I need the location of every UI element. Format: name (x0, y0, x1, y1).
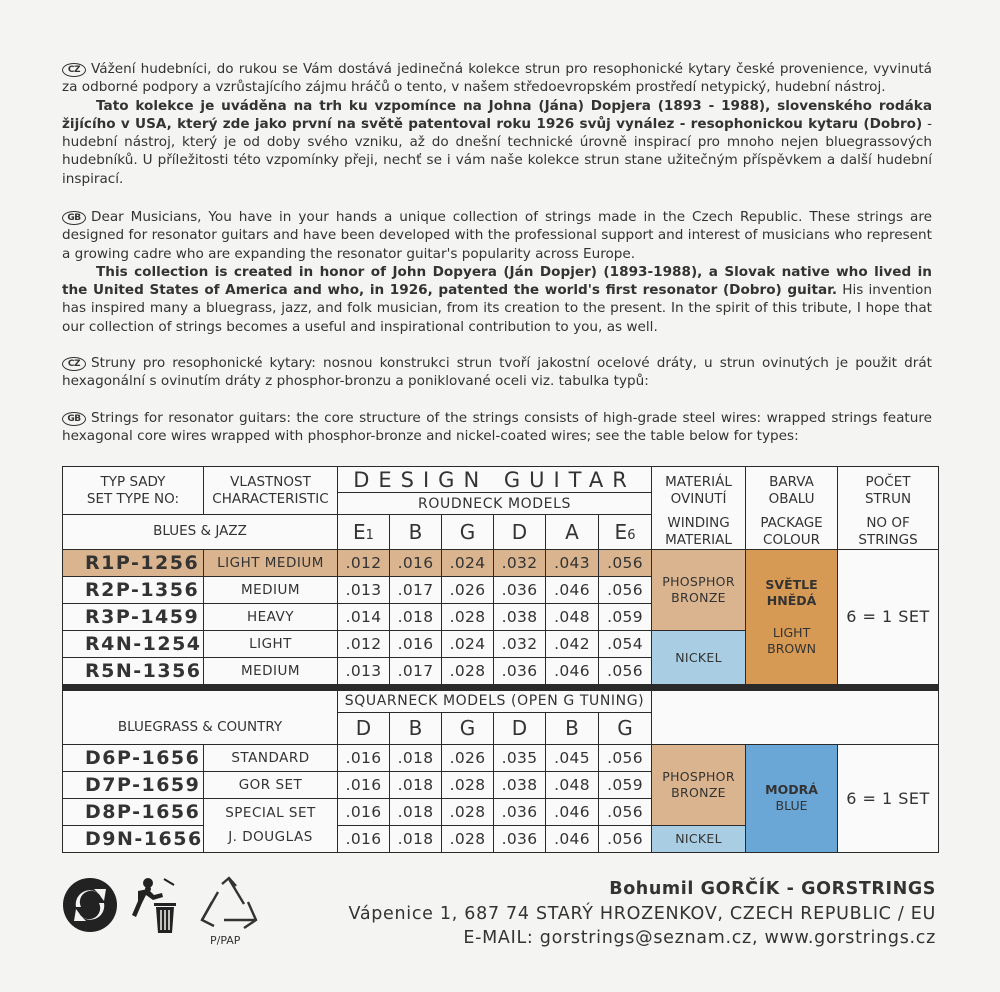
gauge-cell: .059 (599, 603, 652, 630)
cz-intro-p1: CZ Vážení hudebníci, do rukou se Vám dostává jedinečná kolekce strun pro resophonické kytary české provenience, vyvinutá za odborné podpory a vzrůstajícího zájmu hráčů o tento, v našem středoevropském prostředí netypický, hudební nástroj. (62, 61, 932, 96)
set-characteristic: MEDIUM (204, 657, 338, 684)
string-e6-header: E6 (599, 515, 652, 550)
gauge-cell: .024 (442, 630, 494, 657)
set-code: D9N-1656 (63, 825, 204, 852)
gb-intro-p1: GB Dear Musicians, You have in your hands a unique collection of strings made in the Czech Republic. These strings are designed for resonator guitars and have been developed with the professional support and interest of musicians who represent a growing cadre who are expanding the resonator guitar's popularity across Europe. (62, 209, 932, 262)
characteristic-header: VLASTNOST CHARACTERISTIC (204, 467, 338, 515)
trash-bin-icon (130, 877, 180, 935)
gauge-cell: .017 (390, 576, 442, 603)
gauge-cell: .012 (338, 549, 390, 576)
gauge-cell: .018 (390, 771, 442, 798)
set-characteristic: STANDARD (204, 744, 338, 771)
gauge-cell: .013 (338, 576, 390, 603)
gauge-cell: .056 (599, 798, 652, 825)
material-header-en: WINDING MATERIAL (652, 515, 746, 550)
gauge-cell: .018 (390, 744, 442, 771)
gauge-cell: .038 (494, 771, 546, 798)
gauge-cell: .056 (599, 825, 652, 852)
company-contact: E-MAIL: gorstrings@seznam.cz, www.gorstrings.cz (463, 928, 936, 948)
nickel-cell: NICKEL (652, 630, 746, 684)
gauge-cell: .056 (599, 744, 652, 771)
gauge-cell: .016 (390, 549, 442, 576)
gauge-cell: .028 (442, 657, 494, 684)
set-characteristic: LIGHT MEDIUM (204, 549, 338, 576)
count-header-cz: POČET STRUN (838, 467, 939, 515)
gauge-cell: .026 (442, 576, 494, 603)
set-code: D8P-1656 (63, 798, 204, 825)
gauge-cell: .042 (546, 630, 599, 657)
gauge-cell: .028 (442, 825, 494, 852)
gauge-cell: .056 (599, 549, 652, 576)
gb-flag-icon: GB (62, 211, 86, 225)
gauge-cell: .028 (442, 771, 494, 798)
gauge-cell: .028 (442, 603, 494, 630)
gauge-cell: .018 (390, 603, 442, 630)
gauge-cell: .013 (338, 657, 390, 684)
set-code: R3P-1459 (63, 603, 204, 630)
set-code: R2P-1356 (63, 576, 204, 603)
gauge-cell: .056 (599, 576, 652, 603)
package-colour-brown: SVĚTLE HNĚDÁ LIGHT BROWN (746, 549, 838, 684)
gauge-cell: .048 (546, 603, 599, 630)
string-header: D (494, 712, 546, 744)
table-row (63, 744, 939, 771)
cz-intro-p2: Tato kolekce je uváděna na trh ku vzpomínce na Johna (Jána) Dopjera (1893 - 1988), slovenského rodáka žijícího v USA, který zde jako první na světě patentoval roku 1926 svůj vynález - resophonickou kytaru (Dobro) - hudební nástroj, který je od doby svého vzniku, až do dnešní technické úrovně inspirací pro mnoho nejen bluegrassových hudebníků. U příležitosti této vzpomínky přeji, nechť se i vám naše kolekce strun stane užitečným příspěvkem a další hudební inspirací. (62, 97, 932, 187)
design-guitar-title: DESIGN GUITAR (338, 467, 652, 493)
string-sets-table (62, 466, 939, 853)
gauge-cell: .016 (338, 771, 390, 798)
cz-strings-desc: CZ Struny pro resophonické kytary: nosnou konstrukci strun tvoří jakostní ocelové dráty, u strun ovinutých je použit drát hexagonální s ovinutím dráty z phosphor-bronzu a poniklované oceli viz. tabulka typů: (62, 355, 932, 390)
string-e1-header: E1 (338, 515, 390, 550)
string-header: G (442, 515, 494, 550)
table-row (63, 549, 939, 576)
gauge-cell: .045 (546, 744, 599, 771)
gauge-cell: .036 (494, 576, 546, 603)
cz-intro (62, 60, 932, 188)
string-header: D (338, 712, 390, 744)
nickel-cell: NICKEL (652, 825, 746, 852)
set-characteristic: SPECIAL SET J. DOUGLAS (204, 798, 338, 852)
gb-flag-icon: GB (62, 412, 86, 426)
package-colour-blue: MODRÁ BLUE (746, 744, 838, 852)
company-address: Vápenice 1, 687 74 STARÝ HROZENKOV, CZECH REPUBLIC / EU (348, 904, 936, 924)
squareneck-title: SQUARNECK MODELS (OPEN G TUNING) (338, 690, 652, 712)
gauge-cell: .028 (442, 798, 494, 825)
gauge-cell: .012 (338, 630, 390, 657)
gauge-cell: .016 (338, 744, 390, 771)
string-count: 6 = 1 SET (838, 549, 939, 684)
website-link[interactable]: www.gorstrings.cz (764, 928, 936, 948)
string-header: A (546, 515, 599, 550)
gauge-cell: .038 (494, 603, 546, 630)
gauge-cell: .017 (390, 657, 442, 684)
set-code: R5N-1356 (63, 657, 204, 684)
gauge-cell: .056 (599, 657, 652, 684)
gauge-cell: .046 (546, 657, 599, 684)
gauge-cell: .036 (494, 825, 546, 852)
set-code: D6P-1656 (63, 744, 204, 771)
set-characteristic: GOR SET (204, 771, 338, 798)
phosphor-bronze-cell: PHOSPHOR BRONZE (652, 744, 746, 825)
gauge-cell: .054 (599, 630, 652, 657)
blues-jazz-label: BLUES & JAZZ (63, 515, 338, 550)
material-header-cz: MATERIÁL OVINUTÍ (652, 467, 746, 515)
gauge-cell: .032 (494, 549, 546, 576)
gb-strings-desc: GB Strings for resonator guitars: the core structure of the strings consists of high-grade steel wires: wrapped strings feature hexagonal core wires wrapped with phosphor-bronze and nickel-coated wires; see the table below for types: (62, 410, 932, 445)
string-header: B (546, 712, 599, 744)
string-header: G (599, 712, 652, 744)
gauge-cell: .036 (494, 798, 546, 825)
gauge-cell: .046 (546, 576, 599, 603)
gauge-cell: .048 (546, 771, 599, 798)
string-header: B (390, 712, 442, 744)
count-header-en: NO OF STRINGS (838, 515, 939, 550)
gauge-cell: .059 (599, 771, 652, 798)
colour-header-en: PACKAGE COLOUR (746, 515, 838, 550)
colour-header-cz: BARVA OBALU (746, 467, 838, 515)
recycle-label: P/PAP (210, 934, 241, 947)
string-header: D (494, 515, 546, 550)
set-code: R4N-1254 (63, 630, 204, 657)
cz-flag-icon: CZ (62, 63, 86, 77)
roundneck-title: ROUDNECK MODELS (338, 493, 652, 515)
gauge-cell: .016 (338, 798, 390, 825)
gauge-cell: .016 (338, 825, 390, 852)
gauge-cell: .014 (338, 603, 390, 630)
footer-contact (349, 877, 937, 950)
gauge-cell: .018 (390, 798, 442, 825)
gb-intro (62, 208, 932, 336)
string-count: 6 = 1 SET (838, 744, 939, 852)
cz-flag-icon: CZ (62, 357, 86, 371)
gauge-cell: .032 (494, 630, 546, 657)
gb-intro-p2: This collection is created in honor of John Dopyera (Ján Dopjer) (1893-1988), a Slovak native who lived in the United States of America and who, in 1926, patented the world's first resonator (Dobro) guitar. His invention has inspired many a bluegrass, jazz, and folk musician, from its creation to the present. In the spirit of this tribute, I hope that our collection of strings becomes a useful and inspirational contribution to you, as well. (62, 263, 932, 335)
gauge-cell: .046 (546, 825, 599, 852)
gauge-cell: .018 (390, 825, 442, 852)
string-header: G (442, 712, 494, 744)
gauge-cell: .035 (494, 744, 546, 771)
bluegrass-country-label: BLUEGRASS & COUNTRY (63, 712, 338, 744)
set-characteristic: MEDIUM (204, 576, 338, 603)
gauge-cell: .016 (390, 630, 442, 657)
email-link[interactable]: gorstrings@seznam.cz (539, 928, 752, 948)
set-characteristic: HEAVY (204, 603, 338, 630)
set-code: D7P-1659 (63, 771, 204, 798)
gauge-cell: .026 (442, 744, 494, 771)
set-type-header: TYP SADY SET TYPE NO: (63, 467, 204, 515)
gauge-cell: .043 (546, 549, 599, 576)
set-characteristic: LIGHT (204, 630, 338, 657)
phosphor-bronze-cell: PHOSPHOR BRONZE (652, 549, 746, 630)
gauge-cell: .024 (442, 549, 494, 576)
set-code: R1P-1256 (63, 549, 204, 576)
recycle-arrows-icon (62, 877, 118, 933)
gauge-cell: .046 (546, 798, 599, 825)
string-header: B (390, 515, 442, 550)
gauge-cell: .036 (494, 657, 546, 684)
company-name: Bohumil GORČÍK - GORSTRINGS (609, 879, 936, 899)
